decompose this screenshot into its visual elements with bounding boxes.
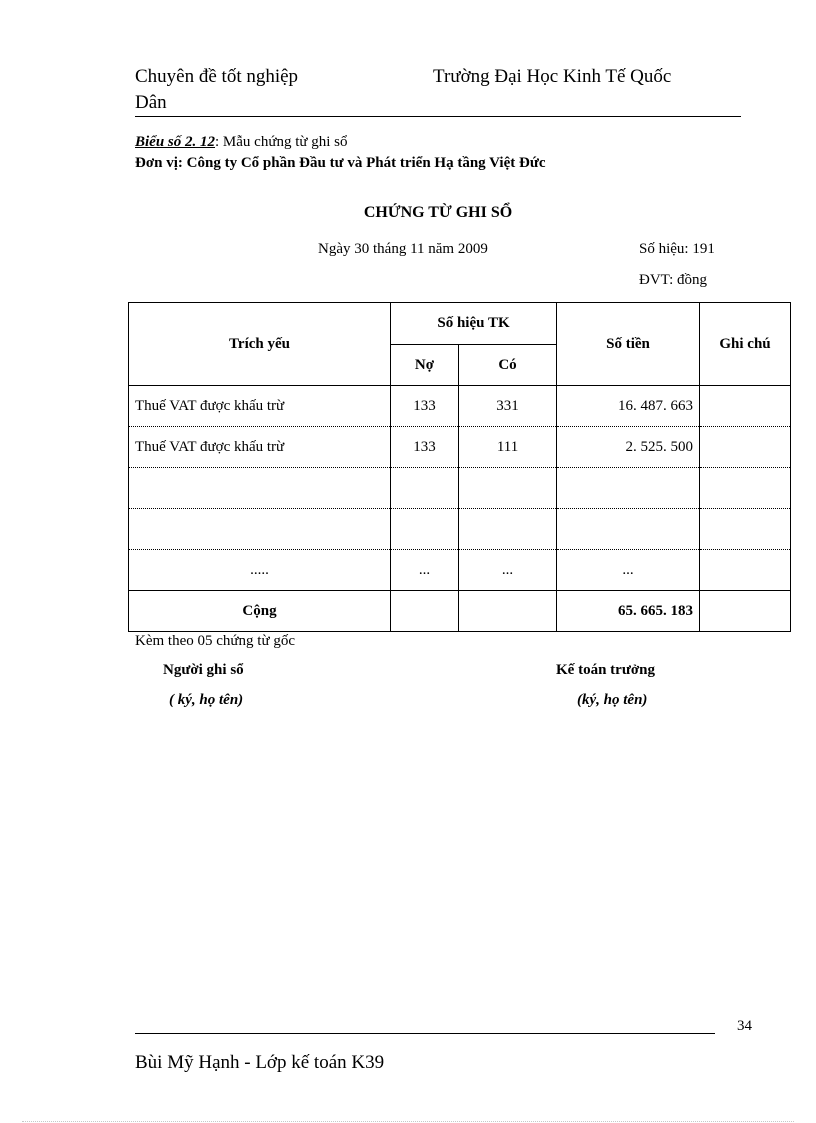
cell-debit <box>391 509 459 550</box>
cell-amount: 16. 487. 663 <box>557 386 700 427</box>
form-label-line <box>135 134 348 151</box>
total-credit <box>459 591 557 632</box>
cell-summary: Thuế VAT được khấu trừ <box>129 386 391 427</box>
voucher-table <box>128 302 791 632</box>
cell-summary <box>129 509 391 550</box>
cell-note <box>700 386 791 427</box>
total-row <box>129 591 791 632</box>
form-unit: Đơn vị: Công ty Cổ phần Đầu tư và Phát triển Hạ tầng Việt Đức <box>135 155 546 171</box>
table-row <box>129 550 791 591</box>
cell-debit: ... <box>391 550 459 591</box>
page-edge-dots <box>22 1121 794 1122</box>
cell-summary: ..... <box>129 550 391 591</box>
cell-note <box>700 427 791 468</box>
header-amount: Số tiền <box>557 303 700 386</box>
total-note <box>700 591 791 632</box>
header-debit: Nợ <box>391 345 459 386</box>
header-note: Ghi chú <box>700 303 791 386</box>
cell-credit: 331 <box>459 386 557 427</box>
footer-author: Bùi Mỹ Hạnh - Lớp kế toán K39 <box>135 1052 385 1073</box>
voucher-number: Số hiệu: 191 <box>639 241 715 257</box>
table-row <box>129 427 791 468</box>
cell-amount: 2. 525. 500 <box>557 427 700 468</box>
signature-right-sub: (ký, họ tên) <box>577 692 648 708</box>
cell-credit <box>459 509 557 550</box>
cell-note <box>700 509 791 550</box>
signature-left-sub: ( ký, họ tên) <box>169 692 244 708</box>
cell-debit <box>391 468 459 509</box>
table-row <box>129 386 791 427</box>
header-left: Chuyên đề tốt nghiệp <box>135 66 299 87</box>
signature-right-title: Kế toán trưởng <box>556 662 655 678</box>
table-row <box>129 509 791 550</box>
total-debit <box>391 591 459 632</box>
footer-rule <box>135 1033 715 1034</box>
table-row <box>129 468 791 509</box>
page-number: 34 <box>737 1018 752 1034</box>
header-right: Trường Đại Học Kinh Tế Quốc <box>433 66 672 87</box>
form-label-rest: : Mẫu chứng từ ghi sổ <box>215 134 348 150</box>
header-account-group: Số hiệu TK <box>391 303 557 345</box>
cell-credit <box>459 468 557 509</box>
currency-unit: ĐVT: đồng <box>639 272 707 288</box>
header-summary: Trích yếu <box>129 303 391 386</box>
cell-credit: ... <box>459 550 557 591</box>
cell-credit: 111 <box>459 427 557 468</box>
cell-note <box>700 468 791 509</box>
cell-summary <box>129 468 391 509</box>
header-rule <box>135 116 741 117</box>
cell-note <box>700 550 791 591</box>
cell-amount <box>557 468 700 509</box>
cell-debit: 133 <box>391 427 459 468</box>
total-label: Cộng <box>129 591 391 632</box>
cell-debit: 133 <box>391 386 459 427</box>
total-amount: 65. 665. 183 <box>557 591 700 632</box>
voucher-title: CHỨNG TỪ GHI SỔ <box>363 204 513 221</box>
form-label: Biểu số 2. 12 <box>135 134 216 150</box>
cell-amount: ... <box>557 550 700 591</box>
cell-summary: Thuế VAT được khấu trừ <box>129 427 391 468</box>
cell-amount <box>557 509 700 550</box>
signature-left-title: Người ghi sổ <box>163 662 244 678</box>
header-credit: Có <box>459 345 557 386</box>
header-line2: Dân <box>135 92 167 113</box>
voucher-date: Ngày 30 tháng 11 năm 2009 <box>318 241 488 257</box>
attachments-note: Kèm theo 05 chứng từ gốc <box>135 633 295 649</box>
